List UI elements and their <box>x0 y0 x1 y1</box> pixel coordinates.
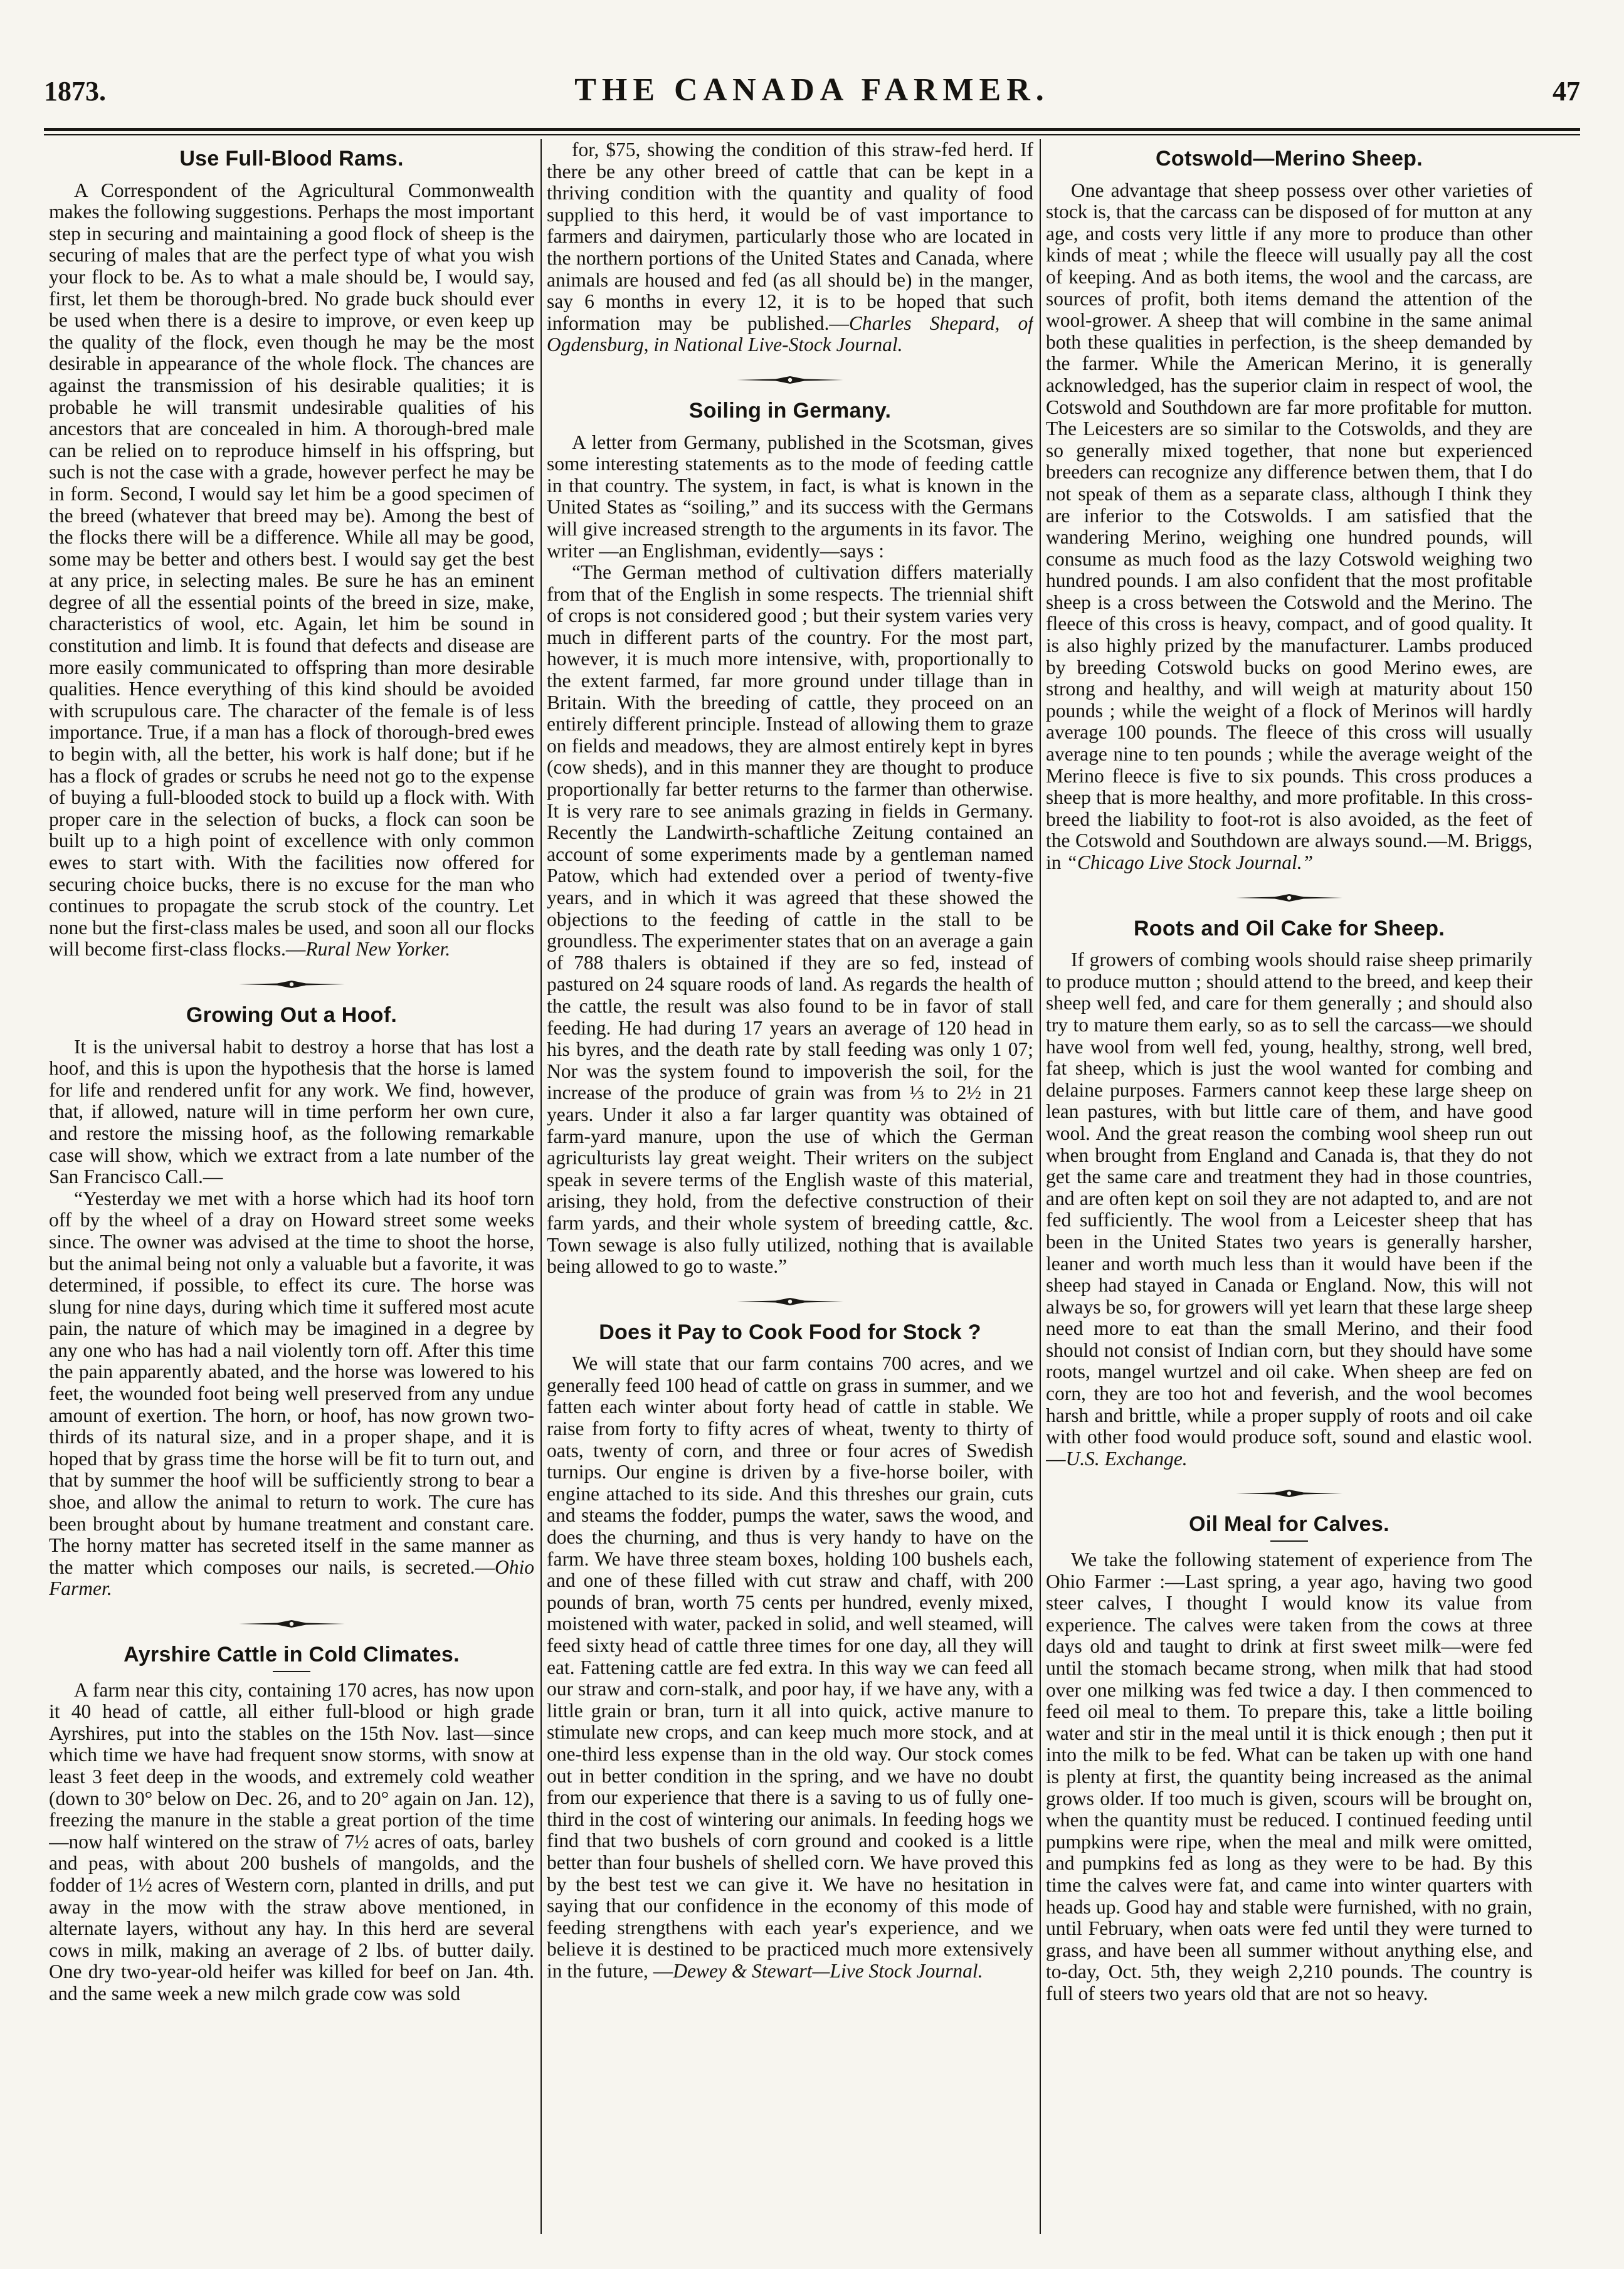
title-underline <box>273 1671 310 1672</box>
article-title: Ayrshire Cattle in Cold Climates. <box>124 1643 460 1666</box>
column-1 <box>49 139 534 2238</box>
column-divider <box>540 139 542 2234</box>
article-separator <box>49 1618 534 1628</box>
header-rule-thin <box>44 134 1580 135</box>
article-title: Growing Out a Hoof. <box>186 1003 398 1027</box>
article-paragraph: It is the universal habit to destroy a horse that has lost a hoof, and this is upon the hypothesis that the horse is lamed for life and rendered unfit for any work. We find, however, that, if allowed, nature will in time perform her own cure, and restore the missing hoof, as the following remarkable case will show, which we extract from a late number of the San Francisco Call.— <box>49 1035 534 1188</box>
article-paragraph: “The German method of cultivation differs materially from that of the English in some respects. The triennial shift of crops is not considered good ; but their system varies very much in different parts of the country. For the most part, however, it is much more intensive, with, proportionally to the extent farmed, far more ground under tillage than in Britain. With the breeding of cattle, they proceed on an entirely different principle. Instead of allowing them to graze on fields and meadows, they are almost entirely kept in byres (cow sheds), and in this manner they are thought to produce proportionally far better returns to the farmer than otherwise. It is very rare to see animals grazing in fields in Germany. Recently the Landwirth-schaftliche Zeitung contained an account of some experiments made by a gentleman named Patow, which had extended over a period of twenty-five years, and in which it was agreed that these showed the objections to the feeding of cattle in the stall to be groundless. The experimenter states that on an average a gain of 788 thalers is obtained if they are so fed, instead of pastured on 24 square roods of land. As regards the health of the cattle, the result was also found to be in favor of stall feeding. He had during 17 years an average of 120 head in his byres, and the death rate by stall feeding was only 1 07; Nor was the system found to impoverish the soil, for the increase of the produce of grain was from ⅓ to 2½ in 21 years. Under it also a far larger quantity was obtained of farm-yard manure, upon the use of which the German agriculturists lay great weight. Their writers on the subject speak in severe terms of the English waste of this material, arising, they hold, from the defective construction of their farm yards, and their whole system of breeding cattle, &c. Town sewage is also fully utilized, nothing that is available being allowed to go to waste.” <box>547 561 1033 1278</box>
article-separator <box>547 374 1033 384</box>
article-separator <box>49 978 534 988</box>
article-paragraph: A letter from Germany, published in the Scotsman, gives some interesting statements as to the mode of feeding cattle in that country. The system, in fact, is what is known in the United States as “soiling,” and its success with the Germans will give increased strength to the arguments in its favor. The writer —an Englishman, evidently—says : <box>547 431 1033 562</box>
article-source: “Chicago Live Stock Journal.” <box>1066 851 1314 873</box>
title-underline <box>1270 1540 1308 1542</box>
header-rule-thick <box>44 128 1580 131</box>
article-title: Soiling in Germany. <box>688 398 892 423</box>
article-separator <box>1046 1487 1532 1497</box>
column-2 <box>547 139 1033 2238</box>
article-paragraph: “Yesterday we met with a horse which had its hoof torn off by the wheel of a dray on Howard street some weeks since. The owner was advised at the time to shoot the horse, but the animal being not only a valuable but a favorite, it was determined, if possible, to effect its cure. The horse was slung for nine days, during which time it suffered most acute pain, the nature of which may be imagined in a degree by any one who has had a nail violently torn off. After this time the pain apparently abated, and the horse was lowered to his feet, the wounded foot being well preserved from any undue amount of exertion. The horn, or hoof, has now grown two-thirds of its natural size, and in a proper shape, and it is hoped that by grass time the horse will be fit to turn out, and that by summer the hoof will be sufficiently strong to bear a shoe, and allow the animal to return to work. The cure has been brought about by humane treatment and constant care. The horny matter has secreted itself in the same manner as the matter which composes our nails, is secreted.—Ohio Farmer. <box>49 1187 534 1600</box>
article-title: Roots and Oil Cake for Sheep. <box>1133 916 1445 940</box>
column-3 <box>1046 139 1532 2238</box>
article-separator <box>1046 892 1532 902</box>
article-paragraph: A Correspondent of the Agricultural Commonwealth makes the following suggestions. Perhaps the most important step in securing and maintaining a good flock of sheep is the securing of males that are the perfect type of what you wish your flock to be. As to what a male should be, I would say, first, let them be thorough-bred. No grade buck should ever be used when there is a desire to improve, or even keep up the quality of the flock, even though he may be the most desirable in appearance of the whole flock. The chances are against the transmission of his desirable qualities; it is probable he will transmit undesirable qualities of his ancestors that are concealed in him. A thorough-bred male can be relied on to reproduce himself in his offspring, but such is not the case with a grade, however perfect he may be in form. Second, I would say let him be a good specimen of the breed (whatever that breed may be). Among the best of the flocks there will be a difference. While all may be good, some may be better and others best. I would say get the best at any price, in selecting males. Be sure he has an eminent degree of all the essential points of the breed in size, make, characteristics of wool, etc. Again, let him be sound in constitution and limb. It is found that defects and disease are more easily communicated to offspring than more desirable qualities. Hence everything of this kind should be avoided with scrupulous care. The character of the female is of less importance. True, if a man has a flock of thorough-bred ewes to begin with, all the better, his work is half done; but if he has a flock of grades or scrubs he need not go to the expense of buying a full-blooded stock to build up a flock with. With proper care in the selection of bucks, a flock can soon be built up to a high point of excellence with only common ewes to start with. With the facilities now offered for securing choice bucks, there is no excuse for the man who continues to propagate the scrub stock of the country. Let none but the first-class males be used, and soon all our flocks will become first-class flocks.—Rural New Yorker. <box>49 179 534 961</box>
article-source: U.S. Exchange. <box>1065 1447 1188 1470</box>
article-title: Does it Pay to Cook Food for Stock ? <box>599 1320 981 1344</box>
article-paragraph: A farm near this city, containing 170 acres, has now upon it 40 head of cattle, all either full-blood or high grade Ayrshires, put into the stables on the 15th Nov. last—since which time we have had frequent snow storms, with snow at least 3 feet deep in the woods, and extremely cold weather (down to 30° below on Dec. 26, and to 20° again on Jan. 12), freezing the manure in the stable a great portion of the time—now half wintered on the straw of 7½ acres of oats, barley and peas, with about 200 bushels of mangolds, and the fodder of 1½ acres of Western corn, planted in drills, and put away in the mow with the straw above mentioned, in alternate layers, without any hay. In this herd are several cows in milk, making an average of 2 lbs. of butter daily. One dry two-year-old heifer was killed for beef on Jan. 4th. and the same week a new milch grade cow was sold <box>49 1678 534 2004</box>
page-number: 47 <box>1553 76 1580 107</box>
article-source: Charles Shepard, of Ogdensburg, in National Live-Stock Journal. <box>547 312 1033 356</box>
article-title: Use Full-Blood Rams. <box>179 147 404 171</box>
article-paragraph: If growers of combing wools should raise sheep primarily to produce mutton ; should attend to the breed, and keep their sheep well fed, and care for them generally ; and should also try to mature them early, so as to sell the carcass—we should have wool from well fed, young, healthy, strong, well bred, fat sheep, which is just the wool wanted for combing and delaine purposes. Farmers cannot keep these large sheep on lean pastures, with but little care of them, and have good wool. And the great reason the combing wool sheep run out when brought from England and Canada is, that they do not get the same care and treatment they had in those countries, and are often kept on soil they are not adapted to, and are not fed sufficiently. The wool from a Leicester sheep that has been in the United States two years is generally harsher, leaner and worth much less than it would have been if the sheep had stayed in Canada or England. Now, this will not always be so, for growers will yet learn that these large sheep need more to eat than the small Merino, and their food should not consist of Indian corn, but they should have some roots, mangel wurtzel and oil cake. When sheep are fed on corn, they are too hot and feverish, and the wool becomes harsh and brittle, while a proper supply of roots and oil cake with other food would produce soft, sound and elastic wool.—U.S. Exchange. <box>1046 949 1532 1470</box>
article-continuation: for, $75, showing the condition of this straw-fed herd. If there be any other breed of cattle that can be kept in a thriving condition with the quantity and quality of food supplied to this herd, it would be of vast importance to farmers and dairymen, particularly those who are located in the northern portions of the United States and Canada, where animals are housed and fed (as all should be) in the manger, say 6 months in every 12, it is to be hoped that such information may be published.—Charles Shepard, of Ogdensburg, in National Live-Stock Journal. <box>547 139 1033 356</box>
article-paragraph: We take the following statement of experience from The Ohio Farmer :—Last spring, a year ago, having two good steer calves, I thought I would know its value from experience. The calves were taken from the cows at three days old and taught to drink at first sweet milk—were fed until the stomach became strong, when milk that had stood over one milking was fed twice a day. I then commenced to feed oil meal to them. To prepare this, take a little boiling water and stir in the meal until it is thick enough ; then put it into the milk to be fed. What can be taken up with one hand is plenty at first, the quantity being increased as the animal grows older. If too much is given, scours will be brought on, when the quantity must be reduced. I continued feeding until pumpkins were ripe, when the meal and milk were omitted, and pumpkins fed as long as they were to be had. By this time the calves were fat, and came into winter quarters with heads up. Good hay and stable were furnished, with no grain, until February, when oats were fed until they were turned to grass, and have been all summer without anything else, and to-day, Oct. 5th, they weigh 2,210 pounds. The country is full of steers two years old that are not so heavy. <box>1046 1549 1532 2004</box>
column-divider <box>1040 139 1041 2234</box>
header-year: 1873. <box>44 76 106 107</box>
article-source: Ohio Farmer. <box>49 1556 534 1600</box>
article-paragraph: We will state that our farm contains 700 acres, and we generally feed 100 head of cattle on grass in summer, and we fatten each winter about forty head of cattle in stable. We raise from forty to fifty acres of wheat, twenty to thirty of oats, twenty of corn, and three or four acres of Swedish turnips. Our engine is driven by a five-horse boiler, with engine attached to its side. And this threshes our grain, cuts and steams the fodder, pumps the water, saws the wood, and does the churning, and thus is very handy to have on the farm. We have three steam boxes, holding 100 bushels each, and one of these filled with cut straw and chaff, with 200 pounds of bran, worth 75 cents per hundred, evenly mixed, moistened with water, packed in solid, and well steamed, will feed sixty head of cattle three times for one day, all they will eat. Fattening cattle are fed extra. In this way we can feed all our straw and corn-stalk, and poor hay, if we have any, with a little grain or bran, turn it all into quick, active manure to stimulate new crops, and can keep much more stock, and at one-third less expense than in the old way. Our stock comes out in better condition in the spring, and we have no doubt from our experience that there is a saving to us of fully one-third in the cost of wintering our animals. In feeding hogs we find that two bushels of corn ground and cooked is a little better than four bushels of shelled corn. We have proved this by the best test we can give it. We have no hesitation in saying that our confidence in the economy of this mode of feeding strengthens with each year's experience, and we believe it is destined to be practiced much more extensively in the future, —Dewey & Stewart—Live Stock Journal. <box>547 1352 1033 1982</box>
article-paragraph: One advantage that sheep possess over other varieties of stock is, that the carcass can be disposed of for mutton at any age, and costs very little if any more to produce than other kinds of meat ; while the fleece will usually pay all the cost of keeping. And as both items, the wool and the carcass, are sources of profit, both items demand the attention of the wool-grower. A sheep that will combine in the same animal both these qualities in perfection, is the sheep demanded by the farmer. While the American Merino, it is generally acknowledged, has the superior claim in respect of wool, the Cotswold and Southdown are far more profitable for mutton. The Leicesters are so similar to the Cotswolds, and they are so generally mixed together, that none but experienced breeders can recognize any difference betwen them, that I do not speak of them as a separate class, although I think they are inferior to the Cotswolds. I am satisfied that the wandering Merino, weighing one hundred pounds, will consume as much food as the lazy Cotswold weighing two hundred pounds. I am also confident that the most profitable sheep is a cross between the Cotswold and the Merino. The fleece of this cross is heavy, compact, and of good quality. It is also highly prized by the manufacturer. Lambs produced by breeding Cotswold bucks on good Merino ewes, are strong and healthy, and will weigh at maturity about 150 pounds ; while the weight of a flock of Merinos will hardly average 100 pounds. The fleece of this cross will usually average nine to ten pounds ; while the average weight of the Merino fleece is five to six pounds. This cross produces a sheep that is more healthy, and more profitable. In this cross-breed the liability to foot-rot is also avoided, as the feet of the Cotswold and Southdown are always sound.—M. Briggs, in “Chicago Live Stock Journal.” <box>1046 179 1532 873</box>
article-title: Oil Meal for Calves. <box>1189 1512 1389 1537</box>
article-source: Dewey & Stewart—Live Stock Journal. <box>673 1959 983 1982</box>
masthead-title: THE CANADA FARMER. <box>574 72 1050 108</box>
article-separator <box>547 1295 1033 1305</box>
article-title: Cotswold—Merino Sheep. <box>1156 147 1423 171</box>
page-header <box>44 72 1580 124</box>
article-source: Rural New Yorker. <box>305 938 451 961</box>
